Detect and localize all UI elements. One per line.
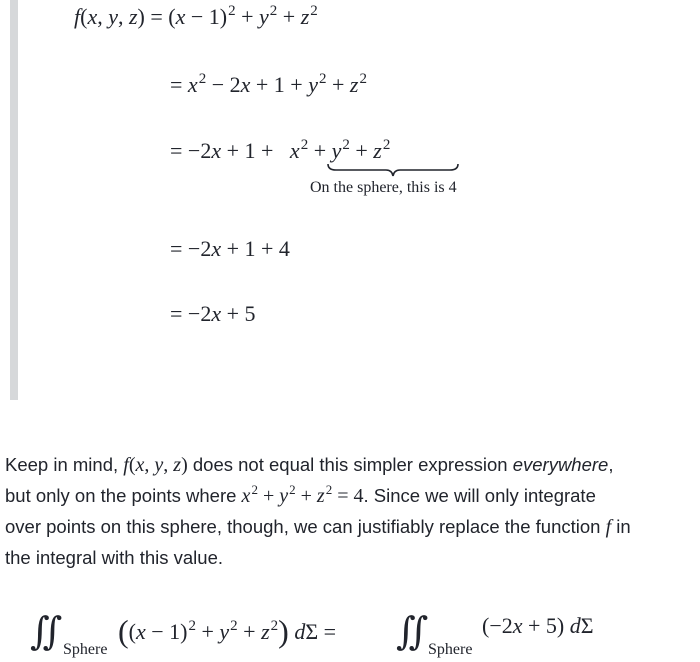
integrand-left: $((x - 1)^2 + y^2 + z^2)$ dΣ = [118,613,337,649]
equation-line-4: = −2x + 1 + 4 [170,236,290,261]
integrand-right: (−2x + 5) dΣ [482,613,594,638]
integral-subscript-right: Sphere [428,641,473,658]
equation-line-5: = −2x + 5 [170,301,256,326]
equation-line-1: f(x, y, $z) = (x - 1)^2 + y^2 + z^2$ [74,3,318,29]
blockquote-bar [10,0,18,400]
underbrace-label: On the sphere, this is 4 [310,179,457,196]
explanation-paragraph: Keep in mind, f(x, y, z) does not equal this simpler expression everywhere, but only on the points where $x^2 + y^2 + z^2 = 4$. Since we will only integrate over points on this sphere, though, we can justifiably replace the function f in the integral with this value. [5,454,631,568]
double-integral-sign-right: ∬ [396,609,429,653]
double-integral-sign-left: ∬ [30,609,63,653]
underbrace [326,162,460,178]
integral-subscript-left: Sphere [63,641,108,658]
equation-line-2: = $x^2 - 2x + 1 + y^2 + z^2$ [170,71,367,97]
equation-line-3: = $-2x + 1 + x^2 + y^2 + z^2$ [170,137,391,163]
